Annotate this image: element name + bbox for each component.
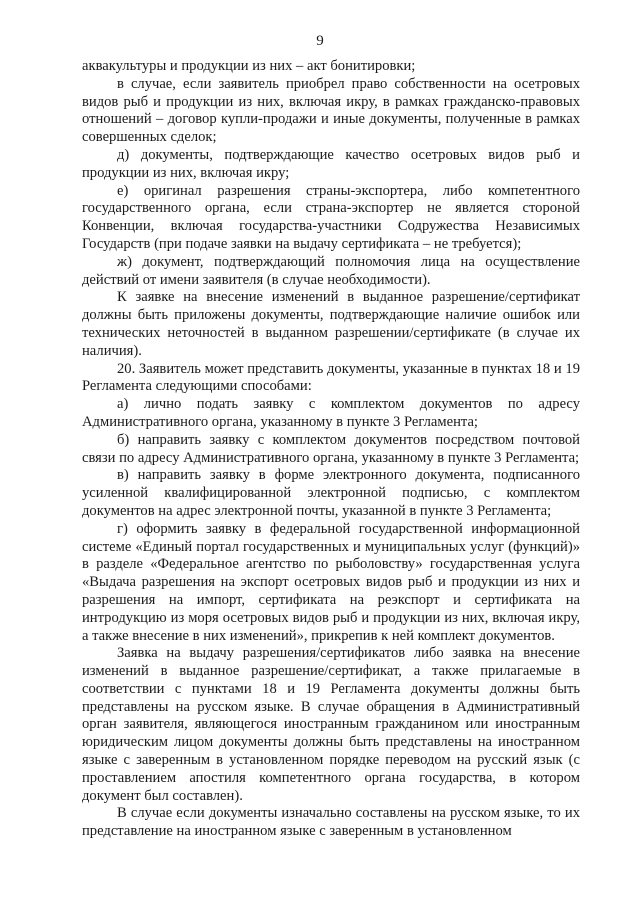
- paragraph-ownership-contract: в случае, если заявитель приобрел право собственности на осетровых видов рыб и продукции из них, включая икру, в рамках гражданско-правовых отношений – договор купли-продажи и иные документы, полученные в рамках совершенных сделок;: [82, 75, 580, 146]
- page-number: 9: [316, 33, 324, 49]
- paragraph-amendment-application: К заявке на внесение изменений в выданное разрешение/сертификат должны быть приложены документы, подтверждающие наличие ошибок или технических неточностей в выданном разрешении/сертификате (в случае их наличия).: [82, 289, 580, 359]
- document-body: [82, 58, 580, 841]
- paragraph-item-a-in-person: а) лично подать заявку с комплектом документов по адресу Административного органа, указанному в пункте 3 Регламента;: [82, 396, 580, 430]
- paragraph-item-v-electronic: в) направить заявку в форме электронного документа, подписанного усиленной квалифицированной электронной подписью, с комплектом документов на адрес электронной почты, указанной в пункте 3 Регламента;: [82, 467, 580, 519]
- paragraph-item-e-export-permit: е) оригинал разрешения страны-экспортера, либо компетентного государственного органа, если страна-экспортер не является стороной Конвенции, включая государства-участники Содружества Независимых Государств (при подаче заявки на выдачу сертификата – не требуется);: [82, 182, 580, 252]
- paragraph-item-g-portal: г) оформить заявку в федеральной государственной информационной системе «Единый портал государственных и муниципальных услуг (функций)» в разделе «Федеральное агентство по рыболовству» государственная услуга «Выдача разрешения на экспорт осетровых видов рыб и продукции из них и разрешения на импорт, сертификата на реэкспорт и сертификата на интродукцию из моря осетровых видов рыб и продукции из них, включая икру, а также внесение в них изменений», прикрепив к ней комплект документов.: [82, 520, 580, 644]
- paragraph-20-submission-methods: 20. Заявитель может представить документы, указанные в пунктах 18 и 19 Регламента следующими способами:: [82, 360, 580, 395]
- paragraph-item-zh-authority: ж) документ, подтверждающий полномочия лица на осуществление действий от имени заявителя (в случае необходимости).: [82, 253, 580, 288]
- paragraph-item-b-postal: б) направить заявку с комплектом документов посредством почтовой связи по адресу Административного органа, указанному в пункте 3 Регламента;: [82, 431, 580, 466]
- paragraph-russian-language: Заявка на выдачу разрешения/сертификатов либо заявка на внесение изменений в выданное разрешение/сертификат, а также прилагаемые в соответствии с пунктами 18 и 19 Регламента документы должны быть представлены на русском языке. В случае обращения в Административный орган заявителя, являющегося иностранным гражданином или иностранным юридическим лицом документы должны быть представлены на иностранном языке с заверенным в установленном порядке переводом на русский язык (с проставлением апостиля компетентного органа государства, в котором документ был составлен).: [82, 645, 580, 804]
- paragraph-item-d-quality: д) документы, подтверждающие качество осетровых видов рыб и продукции из них, включая икру;: [82, 146, 580, 181]
- paragraph-foreign-language: В случае если документы изначально составлены на русском языке, то их представление на иностранном языке с заверенным в установленном: [82, 805, 580, 840]
- paragraph-aquaculture-act: аквакультуры и продукции из них – акт бонитировки;: [82, 58, 416, 74]
